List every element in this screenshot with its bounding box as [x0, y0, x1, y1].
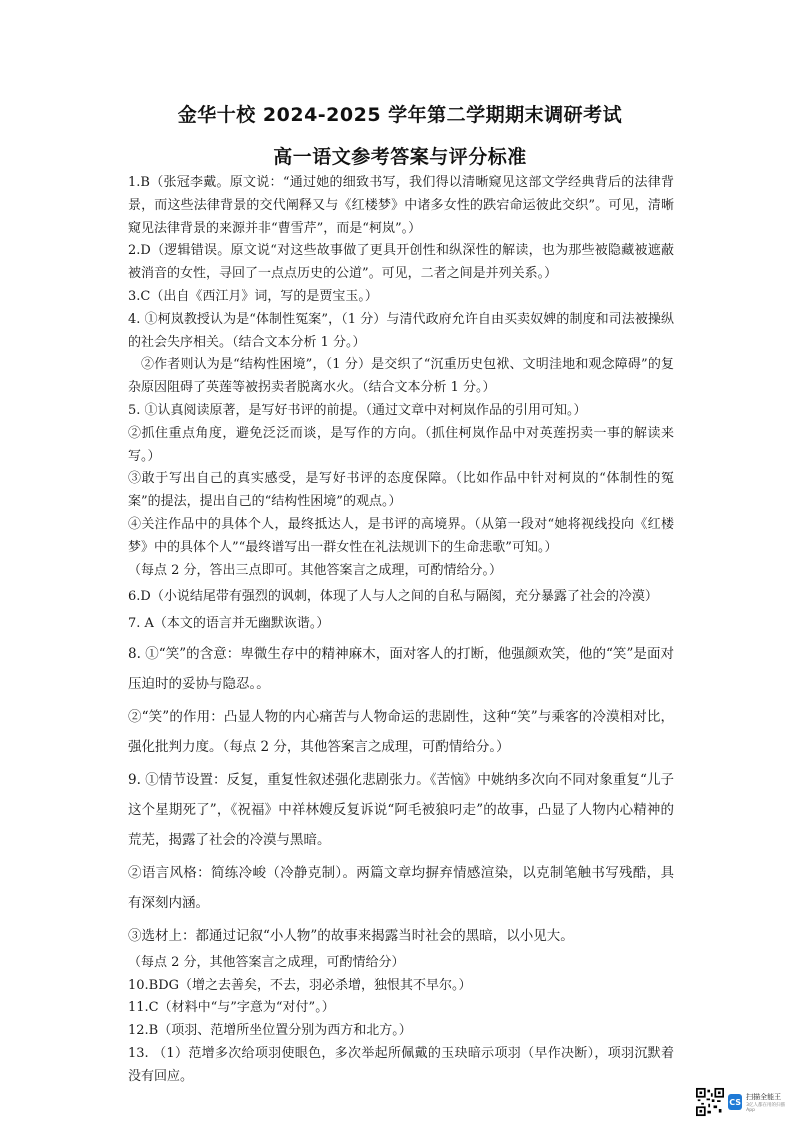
watermark-app-name: 扫描全能王	[746, 1092, 782, 1101]
answer-q1: 1.B（张冠李戴。原文说：“通过她的细致书写，我们得以清晰窥见这部文学经典背后的法律背景，而这些法律背景的交代阐释又与《红楼梦》中诸多女性的跌宕命运彼此交织”。可见，清晰窥见法律背景的来源并非“曹雪芹”，而是“柯岚”。）	[128, 175, 674, 236]
answer-q9-point1: 9. ①情节设置：反复，重复性叙述强化悲剧张力。《苦恼》中姚纳多次向不同对象重复“儿子这个星期死了”，《祝福》中祥林嫂反复诉说“阿毛被狼叼走”的故事，凸显了人物内心精神的荒芜，揭露了社会的冷漠与黑暗。	[128, 772, 674, 848]
answer-q5-point3: ③敢于写出自己的真实感受，是写好书评的态度保障。（比如作品中针对柯岚的“体制性的冤案”的提法，提出自己的“结构性困境”的观点。）	[128, 471, 674, 510]
answer-q4-point2: ②作者则认为是“结构性困境”，（1 分）是交织了“沉重历史包袱、文明洼地和观念障碍”的复杂原因阻碍了英莲等被拐卖者脱离水火。（结合文本分析 1 分。）	[128, 357, 674, 396]
answer-q8-point2: ②“笑”的作用：凸显人物的内心痛苦与人物命运的悲剧性，这种“笑”与乘客的冷漠相对比，强化批判力度。（每点 2 分，其他答案言之成理，可酌情给分。）	[128, 709, 674, 755]
answer-q4-point1: 4. ①柯岚教授认为是“体制性冤案”，（1 分）与清代政府允许自由买卖奴婢的制度和司法被操纵的社会失序相关。（结合文本分析 1 分。）	[128, 311, 674, 350]
answer-q9-scoring-note: （每点 2 分，其他答案言之成理，可酌情给分）	[128, 954, 405, 970]
camscanner-logo-icon: CS	[728, 1094, 742, 1110]
answer-q3: 3.C（出自《西江月》词，写的是贾宝玉。）	[128, 288, 378, 304]
answer-list	[128, 172, 674, 1089]
scanner-watermark	[696, 1084, 788, 1120]
watermark-tagline: 3亿人都在用的扫描App	[746, 1102, 786, 1113]
exam-title: 金华十校 2024-2025 学年第二学期期末调研考试	[177, 104, 623, 126]
answer-q5-point1: 5. ①认真阅读原著，是写好书评的前提。（通过文章中对柯岚作品的引用可知。）	[128, 402, 587, 418]
answer-q6: 6.D（小说结尾带有强烈的讽刺，体现了人与人之间的自私与隔阂，充分暴露了社会的冷漠）	[128, 589, 658, 605]
answer-q9-point2: ②语言风格：简练冷峻（冷静克制）。两篇文章均摒弃情感渲染，以克制笔触书写残酷，具有深刻内涵。	[128, 865, 674, 911]
answer-q5-point2: ②抓住重点角度，避免泛泛而谈，是写作的方向。（抓住柯岚作品中对英莲拐卖一事的解读来写。）	[128, 425, 674, 464]
answer-q10: 10.BDG（增之去善矣，不去，羽必杀增，独恨其不早尔。）	[128, 977, 472, 993]
answer-q5-point4: ④关注作品中的具体个人，最终抵达人，是书评的高境界。（从第一段对“她将视线投向《红楼梦》中的具体个人”“最终谱写出一群女性在礼法规训下的生命悲歌”可知。）	[128, 516, 674, 555]
answer-q7: 7. A（本文的语言并无幽默诙谐。）	[128, 616, 330, 632]
qr-code-icon	[696, 1086, 724, 1118]
answer-key-subtitle: 高一语文参考答案与评分标准	[273, 146, 527, 168]
answer-q5-scoring-note: （每点 2 分，答出三点即可。其他答案言之成理，可酌情给分。）	[128, 562, 503, 578]
answer-q12: 12.B（项羽、范增所坐位置分别为西方和北方。）	[128, 1023, 412, 1039]
answer-q13: 13. （1）范增多次给项羽使眼色，多次举起所佩戴的玉玦暗示项羽（早作决断），项羽沉默着没有回应。	[128, 1046, 674, 1084]
answer-q2: 2.D（逻辑错误。原文说“对这些故事做了更具开创性和纵深性的解读，也为那些被隐藏被遮蔽被消音的女性，寻回了一点点历史的公道”。可见，二者之间是并列关系。）	[128, 243, 674, 282]
answer-q8-point1: 8. ①“笑”的含意：卑微生存中的精神麻木，面对客人的打断，他强颜欢笑，他的“笑”是面对压迫时的妥协与隐忍。。	[128, 645, 674, 692]
answer-q11: 11.C（材料中“与”字意为“对付”。）	[128, 1000, 335, 1016]
watermark-text	[746, 1092, 788, 1113]
answer-q9-point3: ③选材上：都通过记叙“小人物”的故事来揭露当时社会的黑暗，以小见大。	[128, 928, 574, 945]
